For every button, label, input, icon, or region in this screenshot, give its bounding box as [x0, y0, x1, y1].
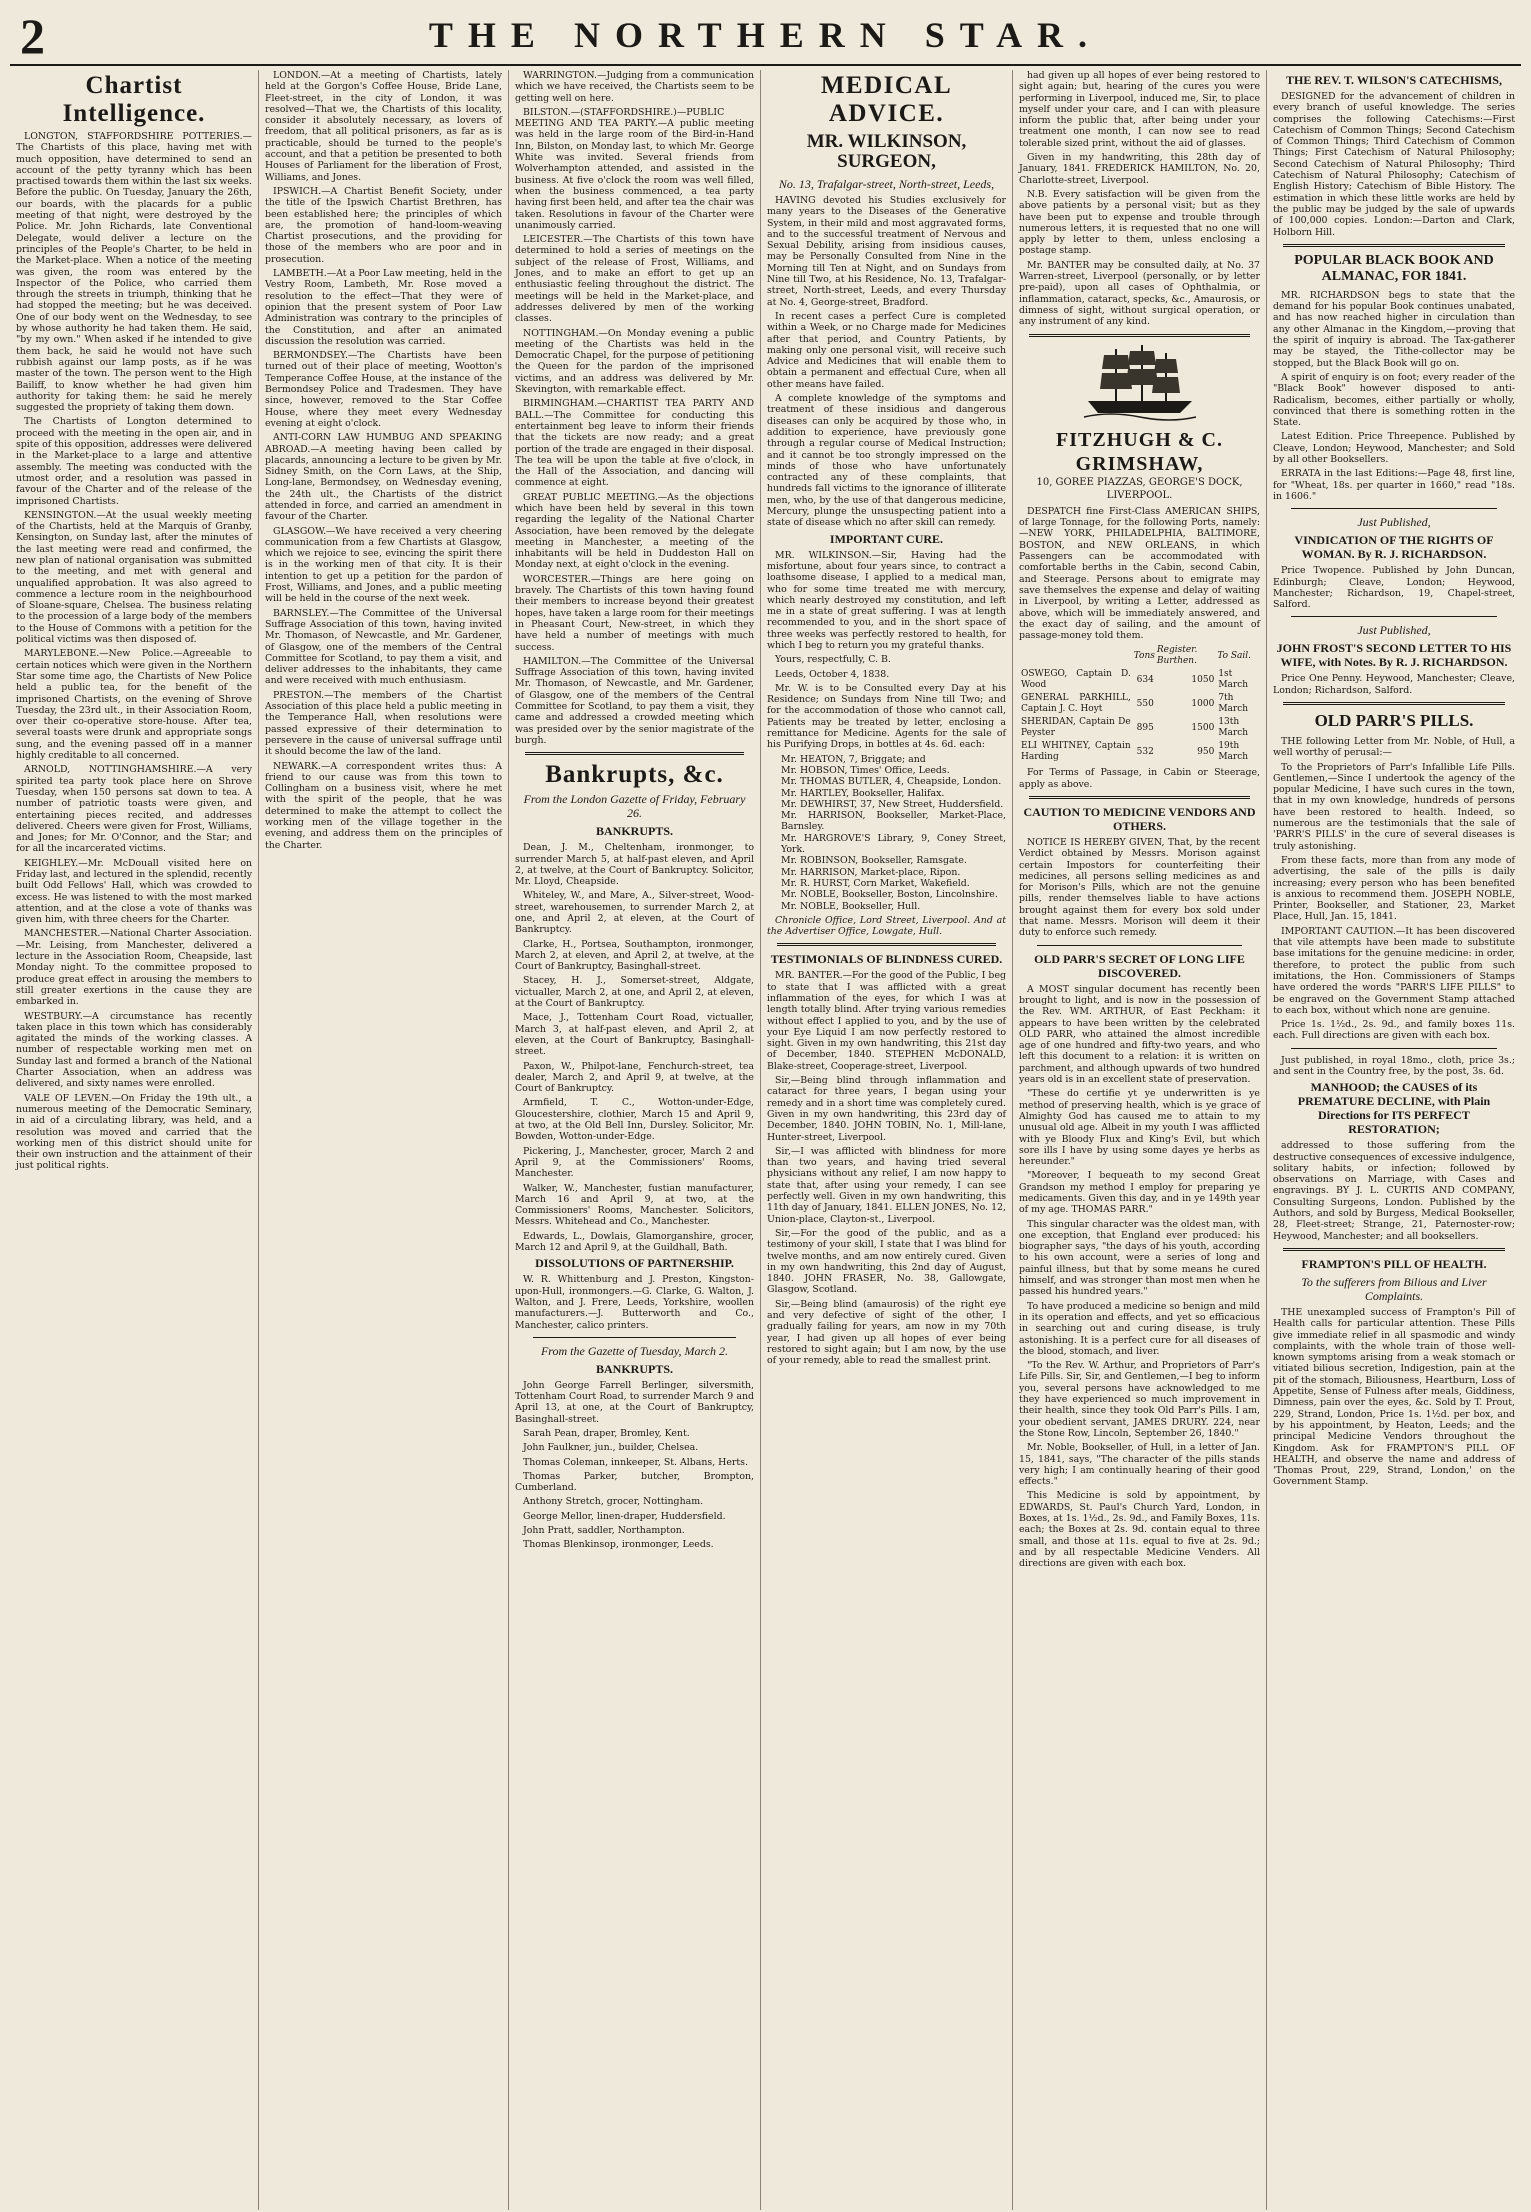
agent-entry: Mr. NOBLE, Bookseller, Hull. [781, 900, 921, 912]
news-paragraph: WARRINGTON.—Judging from a communication which we have received, the Chartists seem to be getting well on here. [515, 70, 754, 104]
cure-letter-line: Leeds, October 4, 1838. [775, 668, 890, 680]
bankrupt-entry: Walker, W., Manchester, fustian manufacturer, March 16 and April 9, at two, at the Commissioners' Rooms, Manchester. Solicitors, Messrs. Whitehead and Co., Manchester. [515, 1182, 754, 1228]
frost-letter-heading: JOHN FROST'S SECOND LETTER TO HIS WIFE, with Notes. By R. J. RICHARDSON. [1276, 641, 1512, 670]
advert-paragraph: ERRATA in the last Editions:—Page 48, first line, for "Wheat, 18s. per quarter in 1660," read "18s. in 1606." [1273, 468, 1515, 502]
news-paragraph: BARNSLEY.—The Committee of the Universal Suffrage Association of this town, having invited Mr. Thomason, of Newcastle, and Mr. Gardener, of Glasgow, one of the members of the Central Committee for Scotland, to pay them a visit, and deliver addresses to the inhabitants, they came and were received with much enthusiasm. [265, 607, 502, 687]
shipping-firm-address: 10, GOREE PIAZZAS, GEORGE'S DOCK, LIVERPOOL. [1036, 476, 1243, 501]
column-2 [258, 70, 508, 2210]
page-number: 2 [20, 8, 45, 64]
frost-letter-text: Price One Penny. Heywood, Manchester; Cleave, London; Richardson, Salford. [1273, 673, 1515, 696]
advert-paragraph: From these facts, more than from any mode of advertising, the sale of the pills is daily increasing; every person who has been benefited is anxious to recommend them. JOSEPH NOBLE, Printer, Bookseller, and Stationer, 23, Market Place, Hull, Jan. 15, 1841. [1273, 854, 1515, 923]
ship-burthen: 1500 [1191, 722, 1215, 733]
agent-entry: Mr. HARTLEY, Bookseller, Halifax. [781, 787, 945, 799]
advert-paragraph: "To the Rev. W. Arthur, and Proprietors of Parr's Life Pills. Sir, Sir, and Gentlemen,—I beg to inform you, several persons have acknowledged to me they have experienced so much improvement in their health, since they took Old Parr's Pills. I am, your obedient servant, JAMES DRURY. 224, near the Stone Row, Lincoln, September 26, 1840." [1019, 1360, 1260, 1439]
doctor-name: MR. WILKINSON, SURGEON, [806, 131, 967, 172]
sailing-table-column-header [1019, 644, 1133, 668]
caution-heading: CAUTION TO MEDICINE VENDORS AND OTHERS. [1023, 804, 1256, 833]
old-parr-heading: OLD PARR'S SECRET OF LONG LIFE DISCOVERED. [1034, 951, 1245, 980]
news-paragraph: ARNOLD, NOTTINGHAMSHIRE.—A very spirited tea party took place here on Shrove Tuesday, when 150 persons sat down to tea. A number of patriotic toasts were given, and entertaining pieces recited, and addresses delivered. Cheers were given for Frost, Williams, and Jones; for Mr. O'Connor, and the Star; and for all the incarcerated victims. [16, 764, 252, 855]
news-paragraph: WORCESTER.—Things are here going on bravely. The Chartists of this town having found their members to increase beyond their greatest hopes, have taken a large room for their meetings in Pheasant Court, New-street, in which they have held a number of meetings with much success. [515, 573, 754, 653]
news-paragraph: LONGTON, STAFFORDSHIRE POTTERIES.—The Chartists of this place, having met with much opposition, have determined to send an account of the petty tyranny which has been practised towards them within the last six weeks. Before the public. On Tuesday, January the 26th, our boards, with the placards for a public meeting of that night, were destroyed by the Police. Mr. John Richards, late Conventional Delegate, would deliver a lecture on the principles of the People's Charter, to be held in the Market-place. When a notice of the meeting was given, the room was entered by the Inspector of the Police, who carried them through the streets in triumph, thinking that he had stopped the meeting; but he was deceived. One of our body went on the Wednesday, to see by whose authority he had taken them. He said, "by my own." When asked if he intended to give them back, he said he would not have such rubbish against our lamp posts, as if he was master of the town. The person went to the High Bailiff, to know whether he had given him authority for taking them: he said he merely suggested the propriety of taking them down. [16, 131, 252, 414]
article-columns [10, 70, 1521, 2210]
news-paragraph: LAMBETH.—At a Poor Law meeting, held in the Vestry Room, Lambeth, Mr. Rose moved a resolution to the effect—That they were of opinion that the present system of Poor Law Administration was contrary to the principles of the Constitution, and after an animated discussion the resolution was carried. [265, 268, 502, 347]
ship-name: ELI WHITNEY, Captain Harding [1021, 741, 1131, 763]
news-paragraph: KENSINGTON.—At the usual weekly meeting of the Chartists, held at the Marquis of Granby, Kensington, on Sunday last, after the minutes of the last meeting were read and confirmed, the new plan of national organisation was submitted to the meeting, and met with general and unqualified approbation. It was also agreed to commence a lecture room in the neighbourhood of Sloane-square, Chelsea. The business relating to the procession of a large body of the members to the House of Commons with a petition for the political victims was then disposed of. [16, 509, 252, 646]
column-6 [1266, 70, 1521, 2210]
news-paragraph: BERMONDSEY.—The Chartists have been turned out of their place of meeting, Wootton's Temperance Coffee House, at the instance of the Bermondsey Police and Tradesmen. They have since, however, removed to the Star Coffee House, where they meet every Wednesday evening at eight o'clock. [265, 350, 502, 429]
important-cure-heading: IMPORTANT CURE. [829, 531, 944, 546]
news-paragraph: KEIGHLEY.—Mr. McDouall visited here on Friday last, and lectured in the splendid, recently built Odd Fellows' Hall, which was crowded to excess. He was listened to with the most marked attention, and at the close a vote of thanks was given him, with three cheers for the Charter. [16, 857, 252, 926]
manhood-text: addressed to those suffering from the destructive consequences of excessive indulgence, solitary habits, or infection; followed by observations on Marriage, with Cases and engravings. BY J. L. CURTIS AND COMPANY, Consulting Surgeons, London. Published by the Authors, and sold by Burgess, Medical Bookseller, 28, Fleet-street; Strange, 21, Paternoster-row; Heywood, Manchester; and all booksellers. [1273, 1140, 1515, 1242]
bankrupt-entry: Anthony Stretch, grocer, Nottingham. [523, 1496, 704, 1508]
frampton-text: THE unexampled success of Frampton's Pill of Health calls for particular attention. These Pills give immediate relief in all spasmodic and windy complaints, with the whole train of those well-known symptoms arising from a weak stomach or vitiated bilious secretion, Indigestion, pain at the pit of the stomach, Biliousness, Heartburn, Loss of Appetite, Sense of Fulness after meals, Giddiness, Dimness, pain over the eyes, &c. Sold by T. Prout, 229, Strand, London, Price 1s. 1½d. per box, and by his appointment, by Heaton, Leeds; and the principal Medicine Vendors throughout the Kingdom. Ask for FRAMPTON'S PILL OF HEALTH, and observe the name and address of 'Thomas Prout, 229, Strand, London,' on the Government Stamp. [1273, 1306, 1515, 1488]
section-divider [525, 752, 744, 755]
bankrupt-entry: Mace, J., Tottenham Court Road, victualler, March 3, at half-past eleven, and April 2, at eleven, at the Court of Bankruptcy, Basinghall-street. [515, 1012, 754, 1058]
agent-entry: Mr. ROBINSON, Bookseller, Ramsgate. [781, 855, 967, 867]
advert-paragraph: To have produced a medicine so benign and mild in its operation and effects, and yet so efficacious in searching out and curing disease, is truly astonishing. It is a perfect cure for all diseases of the blood, stomach, and liver. [1019, 1300, 1260, 1357]
news-paragraph: MARYLEBONE.—New Police.—Agreeable to certain notices which were given in the Northern Star some time ago, the Chartists of New Police held a public tea, for the benefit of the imprisoned Chartists, on the evening of Shrove Tuesday, the 23rd ult., in their Association Room, over their co-operative store-house. After tea, several toasts were drunk and appropriate songs sung, and the evening passed off in a manner highly creditable to all concerned. [16, 648, 252, 762]
manhood-intro: Just published, in royal 18mo., cloth, price 3s.; and sent in the Country free, by the post, 3s. 6d. [1273, 1054, 1515, 1077]
bankrupts-list [515, 842, 754, 1253]
vindication-text: Price Twopence. Published by John Duncan, Edinburgh; Cleave, London; Heywood, Manchester; Richardson, 19, Chapel-street, Salford. [1273, 565, 1515, 611]
medical-advice-body [767, 195, 1006, 529]
testimonial-entry: Sir,—For the good of the public, and as a testimony of your skill, I state that I was blind for twelve months, and am now entirely cured. Given in my own handwriting, this 2nd day of August, 1840. JOHN FRASER, No. 38, Gallowgate, Glasgow, Scotland. [767, 1227, 1006, 1296]
ship-tons: 634 [1136, 674, 1154, 685]
gazette-friday-subhead: From the London Gazette of Friday, February 26. [523, 792, 746, 821]
cure-letter-line: Yours, respectfully, C. B. [775, 654, 891, 666]
tuesday-bankrupts-list [515, 1380, 754, 1551]
medical-advice-heading: MEDICAL ADVICE. [820, 72, 953, 127]
news-paragraph: NEWARK.—A correspondent writes thus: A friend to our cause was from this town to Collingham on a business visit, where he met with the spirit of the people, that he was determined to make the attempt to collect the working men of the village together in the evening, and address them on the principles of the Charter. [265, 760, 502, 851]
old-parr-divider [1037, 945, 1242, 946]
agent-entry: Mr. HARGROVE'S Library, 9, Coney Street, York. [781, 832, 1006, 856]
sailing-table-header [1019, 644, 1260, 668]
advert-paragraph: This Medicine is sold by appointment, by EDWARDS, St. Paul's Church Yard, London, in Boxes, at 1s. 1½d., 2s. 9d., and Family Boxes, 11s. each; the Boxes at 2s. 9d. contain equal to three small, and those at 11s. equal to five at 2s. 9d.; and by all respectable Medicine Venders. All directions are given with each box. [1019, 1490, 1260, 1570]
advert-paragraph: A MOST singular document has recently been brought to light, and is now in the possession of the Rev. WM. ARTHUR, of East Peckham: it appears to have been written by the celebrated OLD PARR, who attained the almost incredible age of one hundred and fifty-two years, and who left this document to a relation: it is written on parchment, and although upwards of two hundred years old is in an excellent state of preservation. [1019, 983, 1260, 1086]
advert-paragraph: Mr. Noble, Bookseller, of Hull, in a letter of Jan. 15, 1841, says, "The character of the pills stands very high; I am continually hearing of their good effects." [1019, 1442, 1260, 1488]
bankrupt-entry: Armfield, T. C., Wotton-under-Edge, Gloucestershire, clothier, March 15 and April 9, at two, at the Old Bell Inn, Dursley. Solicitor, Mr. Bowden, Wotton-under-Edge. [515, 1097, 754, 1143]
pills-divider [1283, 702, 1505, 705]
sailing-table-column-header: To Sail. [1217, 650, 1252, 661]
dissolutions-label: DISSOLUTIONS OF PARTNERSHIP. [535, 1256, 734, 1271]
agent-entry: Mr. R. HURST, Corn Market, Wakefield. [781, 877, 970, 889]
news-paragraph: PRESTON.—The members of the Chartist Association of this place held a public meeting in the Temperance Hall, when resolutions were passed expressive of their determination to persevere in the cause of universal suffrage until it should become the law of the land. [265, 689, 502, 758]
advert-paragraph: "Moreover, I bequeath to my second Great Grandson my method I employ for preparing ye medicaments. Given this day, and in ye 149th year of my age. THOMAS PARR." [1019, 1170, 1260, 1216]
ship-row [1019, 740, 1260, 764]
passage-terms: For Terms of Passage, in Cabin or Steerage, apply as above. [1019, 767, 1260, 790]
bankrupt-entry: Thomas Coleman, innkeeper, St. Albans, Herts. [523, 1456, 748, 1468]
vindication-intro: Just Published, [1357, 515, 1431, 530]
ship-sail: 19th March [1218, 741, 1249, 763]
gazette-tuesday-subhead: From the Gazette of Tuesday, March 2. [540, 1343, 729, 1358]
ship-name: SHERIDAN, Captain De Peyster [1021, 717, 1131, 739]
bankrupt-entry: Stacey, H. J., Somerset-street, Aldgate, victualler, March 2, at one, and April 2, at eleven, at the Court of Bankruptcy. [515, 975, 754, 1010]
news-paragraph: VALE OF LEVEN.—On Friday the 19th ult., a numerous meeting of the Democratic Seminary, in aid of a circulating library, was held, and a resolution was moved and carried that the working men of this district should unite for their own instruction and the attainment of their just political rights. [16, 1092, 252, 1172]
advert-paragraph: Price 1s. 1½d., 2s. 9d., and family boxes 11s. each. Full directions are given with each box. [1273, 1019, 1515, 1042]
almanac-heading: POPULAR BLACK BOOK AND ALMANAC, FOR 1841. [1294, 252, 1494, 284]
important-cure-letter [767, 550, 1006, 680]
testimonial-entry: Sir,—Being blind (amaurosis) of the right eye and very defective of sight of the other, I gradually failing for years, am now in my 70th year, I had given up all hopes of ever being restored to sight again; but I am now, by the use of your remedy, able to read the smallest print. [767, 1298, 1006, 1367]
bankrupt-entry: George Mellor, linen-draper, Huddersfield. [523, 1510, 726, 1522]
news-paragraph: IPSWICH.—A Chartist Benefit Society, under the title of the Ipswich Chartist Brethren, has been established here; the principles of which are, the promotion of hand-loom-weaving Chartist prosecutions, and the providing for those of the members who are poor and in prosecution. [265, 185, 502, 265]
bankrupt-entry: Pickering, J., Manchester, grocer, March 2 and April 9, at the Commissioners' Rooms, Manchester. [515, 1145, 754, 1180]
advert-paragraph: Given in my handwriting, this 28th day of January, 1841. FREDERICK HAMILTON, No. 20, Charlotte-street, Liverpool. [1019, 152, 1260, 186]
gazette-divider [533, 1337, 736, 1338]
wilson-catechisms-text: DESIGNED for the advancement of children in every branch of useful knowledge. The series comprises the following Catechisms:—First Catechism of Common Things; Second Catechism of Common Things; Third Catechism of Common Things; First Catechism of Natural Philosophy; Second Catechism of Natural Philosophy; Third Catechism of Natural Philosophy; Catechism of English History; Catechism of Bible History. The estimation in which these little works are held by the public may be judged by the sale of upwards of 100,000 copies. London:—Darton and Clark, Holborn Hill. [1273, 91, 1515, 238]
sailing-table [1019, 644, 1260, 764]
old-parr-pills-heading: OLD PARR'S PILLS. [1314, 710, 1474, 730]
ship-sail: 1st March [1218, 669, 1249, 691]
column-3 [508, 70, 760, 2210]
news-paragraph: NOTTINGHAM.—On Monday evening a public meeting of the Chartists was held in the Democratic Chapel, for the purpose of petitioning the Queen for the pardon of the imprisoned victims, and an address was delivered by Mr. Skevington, with remarkable effect. [515, 327, 754, 396]
advert-paragraph: A complete knowledge of the symptoms and treatment of these insidious and dangerous diseases can only be acquired by those who, in addition to experience, have previously gone through a regular course of Medical Instruction; and it cannot be too strongly impressed on the minds of those who have unfortunately contracted any of these complaints, that hundreds fall victims to the ignorance of illiterate men, who, by the use of that dangerous medicine, Mercury, plunge the unsuspecting patient into a state of disease which no after skill can remedy. [767, 393, 1006, 529]
sailing-table-body [1019, 668, 1260, 764]
chartist-reports-continued [515, 70, 754, 746]
ship-name: GENERAL PARKHILL, Captain J. C. Hoyt [1021, 693, 1131, 715]
agent-entry: Mr. HEATON, 7, Briggate; and [781, 753, 926, 765]
testimonial-entry: Sir,—Being blind through inflammation and cataract for three years, I began using your remedy and in a short time was completely cured. Given in my own handwriting, this 23rd day of December, 1840. JOHN TOBIN, No. 1, Mill-lane, Hunter-street, Liverpool. [767, 1075, 1006, 1143]
testimonials-list [767, 970, 1006, 1366]
agent-entry: Mr. THOMAS BUTLER, 4, Cheapside, London. [781, 776, 1002, 788]
advert-paragraph: HAVING devoted his Studies exclusively for many years to the Diseases of the Generative System, in their mild and most aggravated forms, and to the successful treatment of Nervous and Sexual Debility, arising from insidious causes, may be Personally Consulted from Nine in the Morning till Ten at Night, and on Sundays from Nine till Two, at his Residence, No. 13, Trafalgar-street, North-street, Leeds, and every Thursday at No. 4, George-street, Bradford. [767, 195, 1006, 308]
ship-tons: 895 [1136, 722, 1154, 733]
old-parr-pills-body [1273, 736, 1515, 1042]
bankrupt-entry: Sarah Pean, draper, Bromley, Kent. [523, 1427, 690, 1439]
bankrupt-entry: John Faulkner, jun., builder, Chelsea. [523, 1442, 699, 1454]
old-parr-body [1019, 984, 1260, 1570]
ship-sail: 13th March [1218, 717, 1249, 739]
tuesday-bankrupts-label: BANKRUPTS. [595, 1361, 673, 1376]
advert-paragraph: "These do certifie yt ye underwritten is ye method of preserving health, which is ye grace of Almighty God has caused me to attain to my unusual old age. Albeit in my youth I was afflicted with ye Bloody Flux and King's Evil, but which sore ills I have by using some dayes ye herbs as hereunder." [1019, 1088, 1260, 1168]
column-1 [10, 70, 258, 2210]
bankrupt-entry: Whiteley, W., and Mare, A., Silver-street, Wood-street, warehousemen, to surrender March 2, at one, and April 2, at eleven, at the Court of Bankruptcy. [515, 890, 754, 936]
news-paragraph: BILSTON.—(STAFFORDSHIRE.)—PUBLIC MEETING AND TEA PARTY.—A public meeting was held in the large room of the Bird-in-Hand Inn, Bilston, on Monday last, to which Mr. George White was invited. Several friends from Wolverhampton attended, and assisted in the business. At five o'clock the room was well filled, when the business commenced, a tea party having first been held, and after tea the chair was taken. Resolutions in favour of the Charter were unanimously carried. [515, 106, 754, 231]
agent-entry: Mr. HARRISON, Market-place, Ripon. [781, 866, 961, 878]
frampton-subhead: To the sufferers from Bilious and Liver Complaints. [1301, 1274, 1487, 1303]
chartist-reports-body [265, 70, 502, 851]
ship-row [1019, 716, 1260, 740]
advert-paragraph: IMPORTANT CAUTION.—It has been discovered that vile attempts have been made to substitute base imitations for the genuine medicine: in order, therefore, to protect the public from such imitations, the Hon. Commissioners of Stamps have ordered the words "PARR'S LIFE PILLS" to be engraved on the Government Stamp attached to each box, without which none are genuine. [1273, 925, 1515, 1016]
news-paragraph: BIRMINGHAM.—CHARTIST TEA PARTY AND BALL.—The Committee for conducting this entertainment beg leave to inform their friends that the tickets are now ready; and a great portion of the trade are engaged in their disposal. The tea will be upon the table at five o'clock, in the Hall of the Association, and dancing will commence at eight. [515, 398, 754, 489]
ship-name: OSWEGO, Captain D. Wood [1021, 669, 1131, 691]
caution-divider [1029, 796, 1250, 799]
advert-paragraph: This singular character was the oldest man, with one exception, that England ever produced: his biographer says, "the days of his youth, according to his own account, were a series of long and painful illness, but that by some means he cured himself, and was stronger than most men when he passed his hundred years." [1019, 1218, 1260, 1298]
bankrupts-label: BANKRUPTS. [595, 824, 673, 839]
bankrupt-entry: John George Farrell Berlinger, silversmith, Tottenham Court Road, to surrender March 9 and April 13, at one, at the Court of Bankruptcy, Basinghall-street. [515, 1379, 754, 1425]
agent-entry: Mr. HOBSON, Times' Office, Leeds. [781, 764, 950, 776]
news-paragraph: MANCHESTER.—National Charter Association.—Mr. Leising, from Manchester, delivered a lecture in the Association Room, Cheapside, last Monday night. To the committee proposed to produce great effect in arousing the members to still greater exertions in the cause they are embarked in. [16, 928, 252, 1008]
bankrupt-entry: Thomas Parker, butcher, Brompton, Cumberland. [515, 1470, 754, 1494]
bankrupt-entry: Dean, J. M., Cheltenham, ironmonger, to surrender March 5, at half-past eleven, and April 2, at twelve, at the Court of Bankruptcy. Solicitor, Mr. Lloyd, Cheapside. [515, 842, 754, 888]
testimonial-entry: MR. BANTER.—For the good of the Public, I beg to state that I was afflicted with a great inflammation of the eyes, for which I was at length totally blind. After trying various remedies without effect I applied to you, and by the use of your Eye Liquid I am now perfectly restored to sight. Given in my own handwriting, this 21st day of December, 1840. STEPHEN McDONALD, Blake-street, Cooperage-street, Liverpool. [767, 970, 1006, 1072]
agents-intro: Mr. W. is to be Consulted every Day at his Residence; on Sundays from Nine till Two; and for the accommodation of those who cannot call, Patients may be treated by letter, enclosing a remittance for Medicine. Agents for the sale of his Purifying Drops, in bottles at 4s. 6d. each: [767, 682, 1006, 751]
newspaper-title: THE NORTHERN STAR. [428, 15, 1103, 55]
chartist-intelligence-body [16, 131, 252, 1172]
advert-paragraph: had given up all hopes of ever being restored to sight again; but, hearing of the cures you were performing in Liverpool, induced me, Sir, to place myself under your care, and I can with pleasure inform the public that, after being under your treatment one month, I can now see to read tolerable sized print, without the aid of glasses. [1019, 70, 1260, 149]
cure-letter-line: MR. WILKINSON.—Sir, Having had the misfortune, about four years since, to contract a loathsome disease, I applied to a medical man, who for some time treated me with mercury, which nearly destroyed my constitution, and left me in a state of great suffering. I was at length recommended to you, and in the short space of three weeks was perfectly restored to health, for which I beg to return you my grateful thanks. [767, 549, 1006, 651]
advert-paragraph: N.B. Every satisfaction will be given from the above patients by a personal visit; but as they have been put to expense and trouble through numerous letters, it is requested that no one will apply by letter to them, unless enclosing a postage stamp. [1019, 188, 1260, 257]
frost-divider [1291, 616, 1497, 617]
shipping-divider [1029, 334, 1250, 337]
testimonials-heading: TESTIMONIALS OF BLINDNESS CURED. [770, 952, 1003, 967]
advert-paragraph: MR. RICHARDSON begs to state that the demand for his popular Book continues unabated, and has now reached higher in circulation than any other Almanac in the Kingdom,—proving that the spirit of inquiry is abroad. The Tax-gatherer may be stayed, the Tithe-collector may be stopped, but the Black Book will go on. [1273, 289, 1515, 369]
vindication-divider [1291, 508, 1497, 509]
advert-paragraph: A spirit of enquiry is on foot; every reader of the "Black Book" however disposed to anti-Radicalism, becomes, either partially or wholly, convinced that there is something rotten in the State. [1273, 371, 1515, 429]
vindication-heading: VINDICATION OF THE RIGHTS OF WOMAN. By R. J. RICHARDSON. [1294, 533, 1494, 562]
frampton-divider [1283, 1248, 1505, 1251]
bankrupt-entry: John Pratt, saddler, Northampton. [523, 1525, 685, 1537]
news-paragraph: GLASGOW.—We have received a very cheering communication from a few Chartists at Glasgow, which we rejoice to see, evincing the spirit there is in the working men of that city. It is their intention to get up a petition for the pardon of Frost, Williams, and Jones, and a public meeting will be held in the course of the next week. [265, 525, 502, 605]
ship-tons: 550 [1136, 698, 1154, 709]
doctor-address: No. 13, Trafalgar-street, North-street, Leeds, [778, 177, 995, 191]
news-paragraph: GREAT PUBLIC MEETING.—As the objections which have been held by several in this town regarding the legality of the National Charter Association, have been removed by the delegate meeting in Manchester, a meeting of the inhabitants will be held in Duddeston Hall on Monday next, at eight o'clock in the evening. [515, 491, 754, 571]
bankrupts-heading: Bankrupts, &c. [545, 761, 724, 789]
chartist-intelligence-heading: Chartist Intelligence. [62, 72, 206, 127]
frampton-heading: FRAMPTON'S PILL OF HEALTH. [1301, 1256, 1487, 1271]
agents-list [767, 754, 1006, 912]
despatch-notice: DESPATCH fine First-Class AMERICAN SHIPS, of large Tonnage, for the following Ports, namely:—NEW YORK, PHILADELPHIA, BALTIMORE, BOSTON, and NEW ORLEANS, in which Passengers can be accommodated with comfortable berths in the Cabin, second Cabin, and Steerage. Persons about to emigrate may save themselves the expense and delay of waiting in Liverpool, by writing a Letter, addressed as above, which will be immediately answered, and the exact day of sailing, and the amount of passage-money told them. [1019, 505, 1260, 642]
news-paragraph: WESTBURY.—A circumstance has recently taken place in this town which has considerably agitated the minds of the working classes. A number of respectable working men met on Sunday last and formed a branch of the National Charter Association, when an address was delivered, and sixty names were enrolled. [16, 1010, 252, 1090]
agent-entry: Mr. DEWHIRST, 37, New Street, Huddersfield. [781, 798, 1004, 810]
bankrupt-entry: Thomas Blenkinsop, ironmonger, Leeds. [523, 1539, 714, 1551]
advert-paragraph: Mr. BANTER may be consulted daily, at No. 37 Warren-street, Liverpool (personally, or by letter pre-paid), upon all cases of Ophthalmia, or inflammation, cataract, specks, &c., Amaurosis, or dimness of sight, without surgical operation, or any instrument of any kind. [1019, 259, 1260, 328]
column-4 [760, 70, 1012, 2210]
manhood-heading: MANHOOD; the CAUSES of its PREMATURE DECLINE, with Plain Directions for ITS PERFECT RESTORATION; [1297, 1080, 1491, 1137]
agent-entry: Mr. NOBLE, Bookseller, Boston, Lincolnshire. [781, 889, 998, 901]
caution-notice: NOTICE IS HEREBY GIVEN, That, by the recent Verdict obtained by Messrs. Morison against certain Impostors for counterfeiting their medicines, all persons selling medicines as and for Morison's Pills, which are not the genuine pills, render themselves liable to have actions brought against them for every box sold under that name. Messrs. Morison will deem it their duty to enforce such remedy. [1019, 836, 1260, 939]
offices-note: Chronicle Office, Lord Street, Liverpool. And at the Advertiser Office, Lowgate, Hull. [767, 914, 1006, 938]
news-paragraph: LONDON.—At a meeting of Chartists, lately held at the Gorgon's Coffee House, Bride Lane, Fleet-street, in the city of London, it was resolved—That we, the Chartists of this locality, consider it absolutely necessary, as lovers of freedom, that all political prisoners, as far as is practicable, should be turned to the people's account, and that a petition be presented to both Houses of Parliament for the liberation of Frost, Williams, and Jones. [265, 70, 502, 183]
column-5 [1012, 70, 1266, 2210]
sailing-table-column-header: Tons [1133, 650, 1155, 661]
manhood-divider [1291, 1048, 1497, 1049]
dissolutions-text: W. R. Whittenburg and J. Preston, Kingston-upon-Hull, ironmongers.—G. Clarke, G. Walton, J. Walton, and J. Frere, Leeds, Yorkshire, woollen manufacturers.—J. Butterworth and Co., Manchester, calico printers. [515, 1274, 754, 1331]
advert-paragraph: In recent cases a perfect Cure is completed within a Week, or no Charge made for Medicines after that period, and Country Patients, by making only one personal visit, will receive such Advice and Medicines that will enable them to obtain a permanent and effectual Cure, when all other means have failed. [767, 310, 1006, 390]
testimonials-divider [777, 943, 996, 946]
ship-row [1019, 692, 1260, 716]
bankrupt-entry: Clarke, H., Portsea, Southampton, ironmonger, March 2, at eleven, and April 2, at twelve, at the Court of Bankruptcy, Basinghall-street. [515, 938, 754, 973]
almanac-body [1273, 290, 1515, 502]
sailing-table-column-header: Register. Burthen. [1156, 645, 1198, 667]
advert-paragraph: THE following Letter from Mr. Noble, of Hull, a well worthy of perusal:— [1273, 735, 1515, 759]
ship-sail: 7th March [1218, 693, 1249, 715]
blindness-testimonial-continued [1019, 70, 1260, 328]
advert-paragraph: Latest Edition. Price Threepence. Published by Cleave, London; Heywood, Manchester; and Sold by all other Booksellers. [1273, 431, 1515, 466]
ship-row [1019, 668, 1260, 692]
frost-intro: Just Published, [1357, 623, 1431, 638]
wilson-catechisms-heading: THE REV. T. WILSON'S CATECHISMS, [1286, 73, 1502, 87]
ship-burthen: 950 [1197, 746, 1215, 757]
shipping-firm-name: FITZHUGH & C. GRIMSHAW, [1056, 428, 1223, 475]
testimonial-entry: Sir,—I was afflicted with blindness for more than two years, and having tried several physicians without any relief, I am now happy to state that, after using your remedy, I can see perfectly well. Given in my own handwriting, this 11th day of January, 1841. ELLEN JONES, No. 12, Union-place, Clayton-st., Liverpool. [767, 1145, 1006, 1225]
masthead [10, 6, 1521, 66]
bankrupt-entry: Edwards, L., Dowlais, Glamorganshire, grocer, March 12 and April 9, at the Guildhall, Bath. [515, 1230, 754, 1254]
news-paragraph: ANTI-CORN LAW HUMBUG AND SPEAKING ABROAD.—A meeting having been called by placards, announcing a lecture to be given by Mr. Sidney Smith, on the Corn Laws, at the Ship, Long-lane, Bermondsey, on Wednesday evening, the 24th ult., the Chartists of the district attended in force, and carried an amendment in favour of the Charter. [265, 432, 502, 523]
news-paragraph: The Chartists of Longton determined to proceed with the meeting in the open air, and in spite of this opposition, addresses were delivered in the Market-place to a large and attentive assembly. The meeting was conducted with the utmost order, and a resolution was passed in favour of the Charter and of the release of the imprisoned Chartists. [16, 416, 252, 507]
news-paragraph: HAMILTON.—The Committee of the Universal Suffrage Association of this town, having invited Mr. Thomason, of Newcastle, and Mr. Gardener, of Glasgow, one of the members of the Central Committee for Scotland, to pay them a visit, they came and addressed a crowded meeting which was presided over by the senior magistrate of the burgh. [515, 655, 754, 746]
ship-icon [1019, 343, 1260, 424]
almanac-divider [1283, 244, 1505, 247]
agent-entry: Mr. HARRISON, Bookseller, Market-Place, Barnsley. [781, 810, 1006, 833]
ship-burthen: 1050 [1191, 674, 1215, 685]
advert-paragraph: To the Proprietors of Parr's Infallible Life Pills. Gentlemen,—Since I undertook the agency of the popular Medicine, I have such cures in the town, that in my own knowledge, hundreds of persons have been restored to health. Indeed, so numerous are the testimonials that the sale of 'PARR'S PILLS' in the cure of several diseases is truly astonishing. [1273, 761, 1515, 852]
ship-burthen: 1000 [1191, 698, 1215, 709]
bankrupt-entry: Paxon, W., Philpot-lane, Fenchurch-street, tea dealer, March 2, and April 9, at twelve, at the Court of Bankruptcy. [515, 1060, 754, 1095]
ship-tons: 532 [1136, 746, 1154, 757]
news-paragraph: LEICESTER.—The Chartists of this town have determined to hold a series of meetings on the subject of the release of Frost, Williams, and Jones, and to make an effort to get up an enthusiastic feeling throughout the district. The meetings will be held in the Market-place, and addresses delivered by men of the working classes. [515, 234, 754, 325]
